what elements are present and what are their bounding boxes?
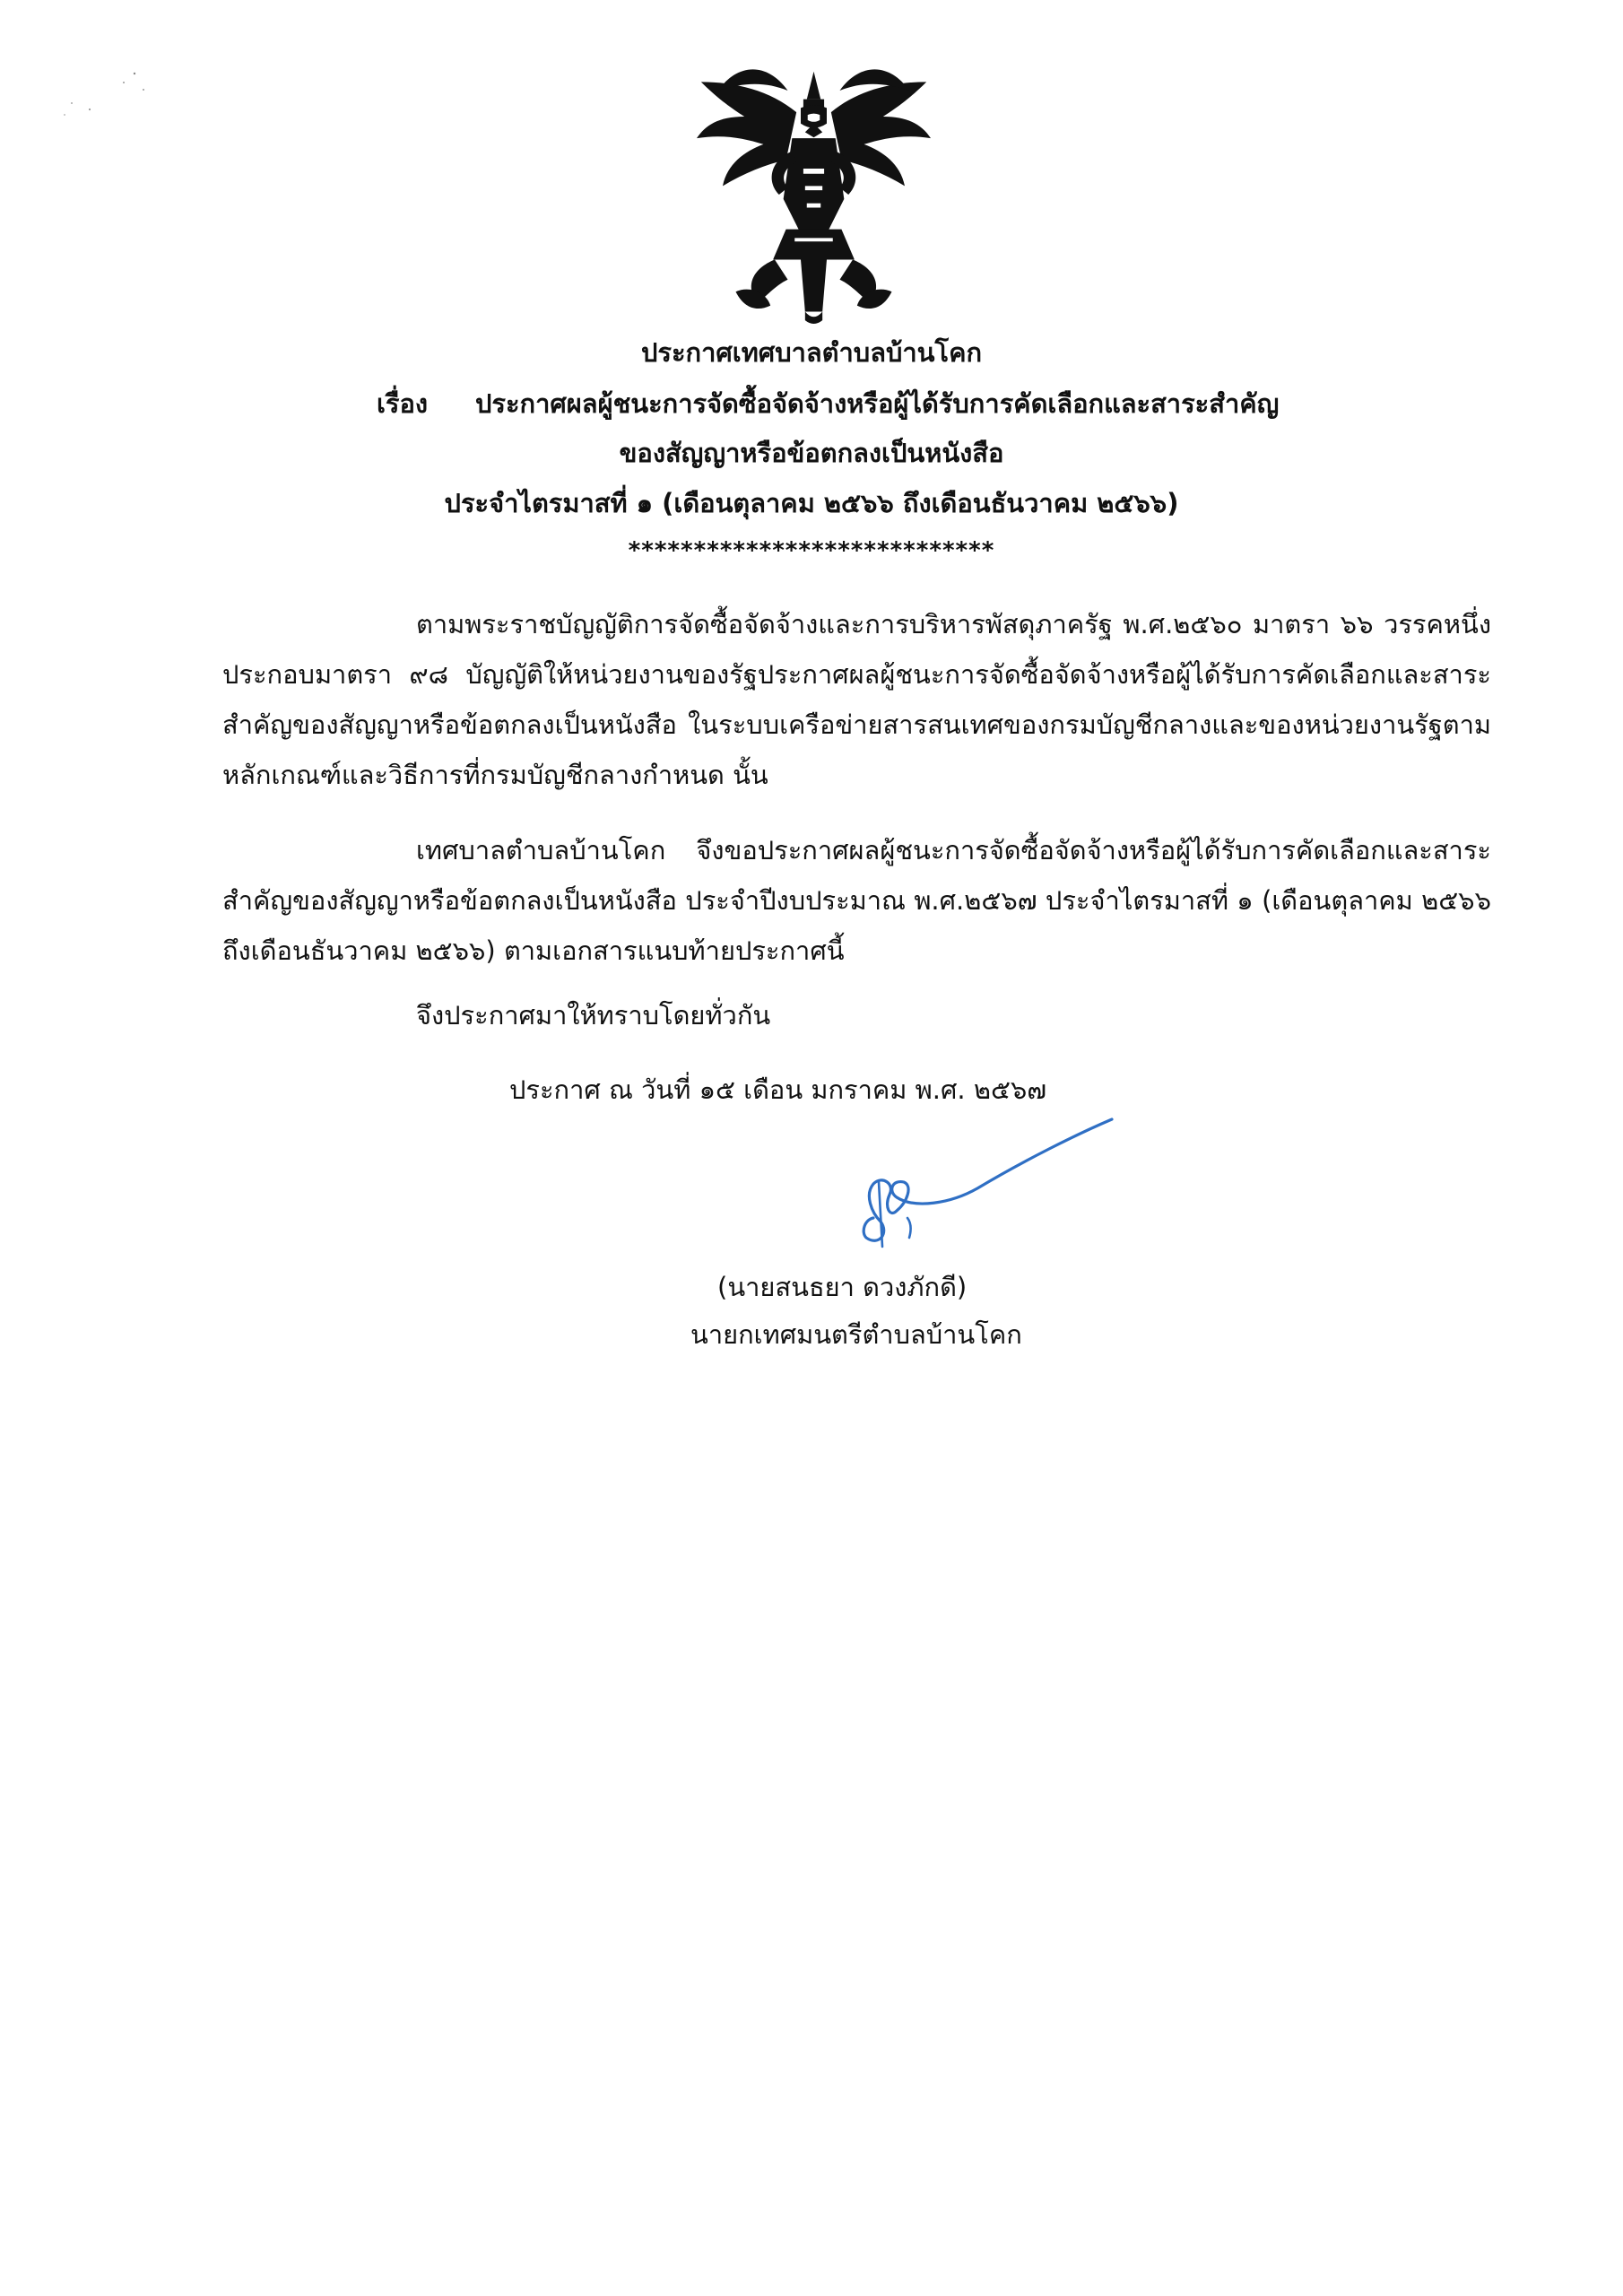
quarter-heading: ประจำไตรมาสที่ ๑ (เดือนตุลาคม ๒๕๖๖ ถึงเดือนธันวาคม ๒๕๖๖) <box>444 488 1179 518</box>
body-paragraph-1: ตามพระราชบัญญัติการจัดซื้อจัดจ้างและการบริหารพัสดุภาครัฐ พ.ศ.๒๕๖๐ มาตรา ๖๖ วรรคหนึ่ง ประกอบมาตรา ๙๘ บัญญัติให้หน่วยงานของรัฐประกาศผลผู้ชนะการจัดซื้อจัดจ้างหรือผู้ได้รับการคัดเลือกและสาระสำคัญของสัญญาหรือข้อตกลงเป็นหนังสือ ในระบบเครือข่ายสารสนเทศของกรมบัญชีกลางและของหน่วยงานรัฐตามหลักเกณฑ์และวิธีการที่กรมบัญชีกลางกำหนด นั้น <box>222 609 1491 790</box>
signer-title: นายกเทศมนตรีตำบลบ้านโคก <box>690 1319 1022 1350</box>
signer-name: (นายสนธยา ดวงภักดี) <box>717 1272 968 1302</box>
separator: **************************** <box>628 537 995 564</box>
garuda-emblem-icon <box>681 65 946 325</box>
body-paragraph-2: เทศบาลตำบลบ้านโคก จึงขอประกาศผลผู้ชนะการจัดซื้อจัดจ้างหรือผู้ได้รับการคัดเลือกและสาระสำคัญของสัญญาหรือข้อตกลงเป็นหนังสือ ประจำปีงบประมาณ พ.ศ.๒๕๖๗ ประจำไตรมาสที่ ๑ (เดือนตุลาคม ๒๕๖๖ ถึงเดือนธันวาคม ๒๕๖๖) ตามเอกสารแนบท้ายประกาศนี้ <box>222 835 1491 966</box>
date-line: ประกาศ ณ วันที่ ๑๕ เดือน มกราคม พ.ศ. ๒๕๖๗ <box>509 1074 1047 1105</box>
subject-text: ประกาศผลผู้ชนะการจัดซื้อจัดจ้างหรือผู้ได้รับการคัดเลือกและสาระสำคัญ <box>475 388 1280 419</box>
announce-line: จึงประกาศมาให้ทราบโดยทั่วกัน <box>416 1000 771 1031</box>
subject-label: เรื่อง <box>377 388 429 419</box>
announcement-title: ประกาศเทศบาลตำบลบ้านโคก <box>640 337 983 368</box>
scan-speckles <box>54 63 161 135</box>
subject-line <box>377 386 1363 422</box>
handwritten-signature <box>807 1112 1130 1274</box>
subject-text-continued: ของสัญญาหรือข้อตกลงเป็นหนังสือ <box>619 438 1004 468</box>
